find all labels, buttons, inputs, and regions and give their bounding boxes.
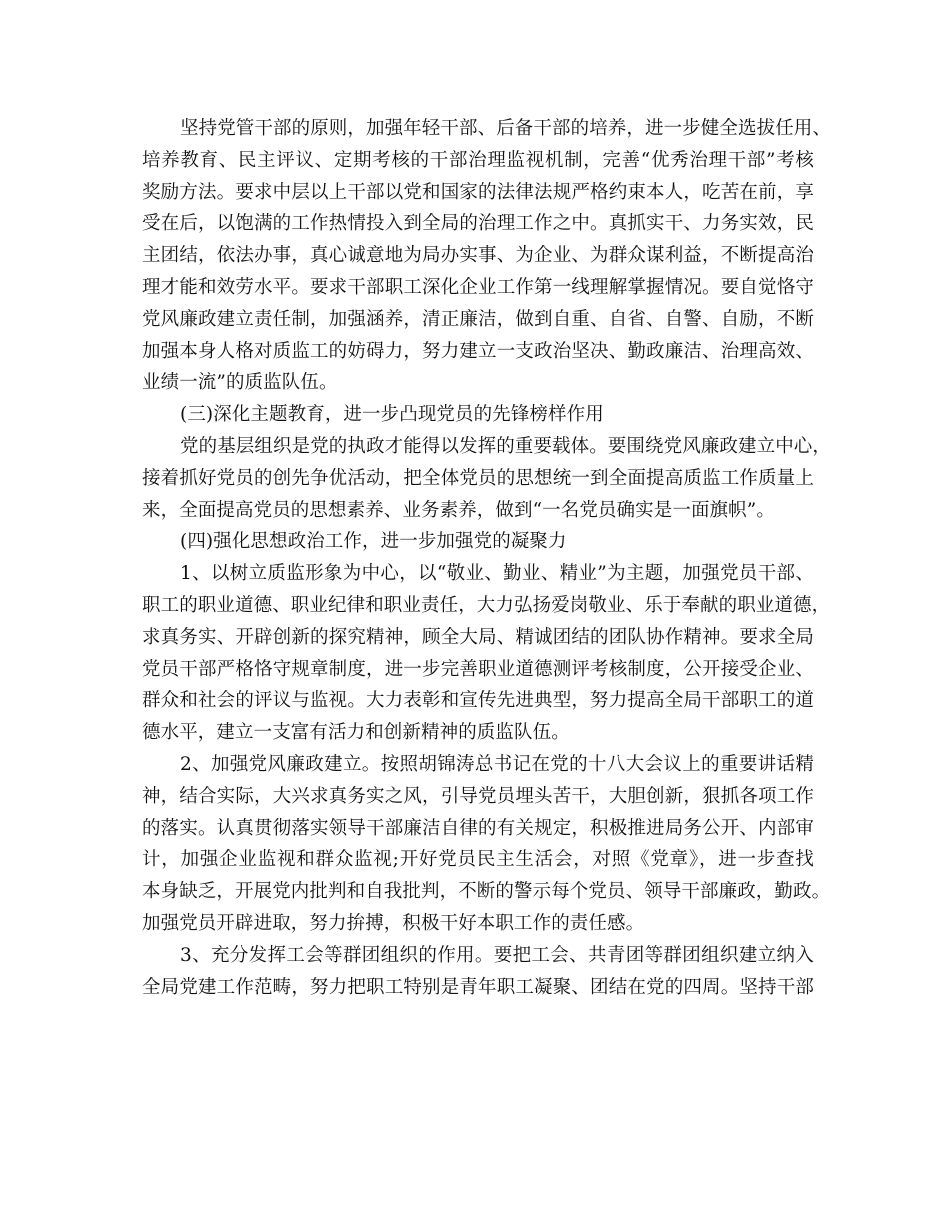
text-line: 本身缺乏，开展党内批判和自我批判，不断的警示每个党员、领导干部廉政，勤政。 [142,881,831,903]
text-line: 职工的职业道德、职业纪律和职业责任，大力弘扬爱岗敬业、乐于奉献的职业道德， [142,594,831,616]
text-line: 神，结合实际，大兴求真务实之风，引导党员埋头苦干，大胆创新，狠抓各项工作 [142,785,814,807]
text-line: 求真务实、开辟创新的探究精神，顾全大局、精诚团结的团队协作精神。要求全局 [142,626,814,648]
text-line: 加强党员开辟进取，努力拚搏，积极干好本职工作的责任感。 [142,912,645,934]
text-line: 理才能和效劳水平。要求干部职工深化企业工作第一线理解掌握情况。要自觉恪守 [142,276,814,298]
text-line: 全局党建工作范畴，努力把职工特别是青年职工凝聚、团结在党的四周。坚持干部 [142,976,814,998]
text-line: 党风廉政建立责任制，加强涵养，清正廉洁，做到自重、自省、自警、自励，不断 [142,308,814,330]
text-line: 主团结，依法办事，真心诚意地为局办实事、为企业、为群众谋利益，不断提高治 [142,245,814,267]
text-line: 坚持党管干部的原则，加强年轻干部、后备干部的培养，进一步健全选拔任用、 [180,118,832,139]
text-line: (三)深化主题教育，进一步凸现党员的先锋榜样作用 [180,404,604,426]
text-line: 群众和社会的评议与监视。大力表彰和宣传先进典型，努力提高全局干部职工的道 [142,690,814,712]
text-line: 1、以树立质监形象为中心，以“敬业、勤业、精业”为主题，加强党员干部、 [180,563,814,585]
text-line: 来，全面提高党员的思想素养、业务素养，做到“一名党员确实是一面旗帜”。 [142,499,775,521]
text-line: 2、加强党风廉政建立。按照胡锦涛总书记在党的十八大会议上的重要讲话精 [180,753,814,775]
text-line: (四)强化思想政治工作，进一步加强党的凝聚力 [180,531,567,553]
text-line: 党员干部严格恪守规章制度，进一步完善职业道德测评考核制度，公开接受企业、 [142,658,814,680]
text-line: 计，加强企业监视和群众监视;开好党员民主生活会，对照《党章》，进一步查找 [142,849,814,871]
text-line: 的落实。认真贯彻落实领导干部廉洁自律的有关规定，积极推进局务公开、内部审 [142,817,814,839]
text-line: 受在后，以饱满的工作热情投入到全局的治理工作之中。真抓实干、力务实效，民 [142,213,814,235]
text-line: 党的基层组织是党的执政才能得以发挥的重要载体。要围绕党风廉政建立中心， [180,435,832,457]
text-line: 德水平，建立一支富有活力和创新精神的质监队伍。 [142,722,570,744]
text-line: 加强本身人格对质监工的妨碍力，努力建立一支政治坚决、勤政廉洁、治理高效、 [142,340,814,362]
text-line: 3、充分发挥工会等群团组织的作用。要把工会、共青团等群团组织建立纳入 [180,944,814,966]
document-body [142,113,832,1003]
text-line: 业绩一流”的质监队伍。 [142,372,338,394]
text-line: 奖励方法。要求中层以上干部以党和国家的法律法规严格约束本人，吃苦在前，享 [142,181,814,203]
text-line: 培养教育、民主评议、定期考核的干部治理监视机制，完善“优秀治理干部”考核 [142,149,814,171]
text-line: 接着抓好党员的创先争优活动，把全体党员的思想统一到全面提高质监工作质量上 [142,467,814,489]
